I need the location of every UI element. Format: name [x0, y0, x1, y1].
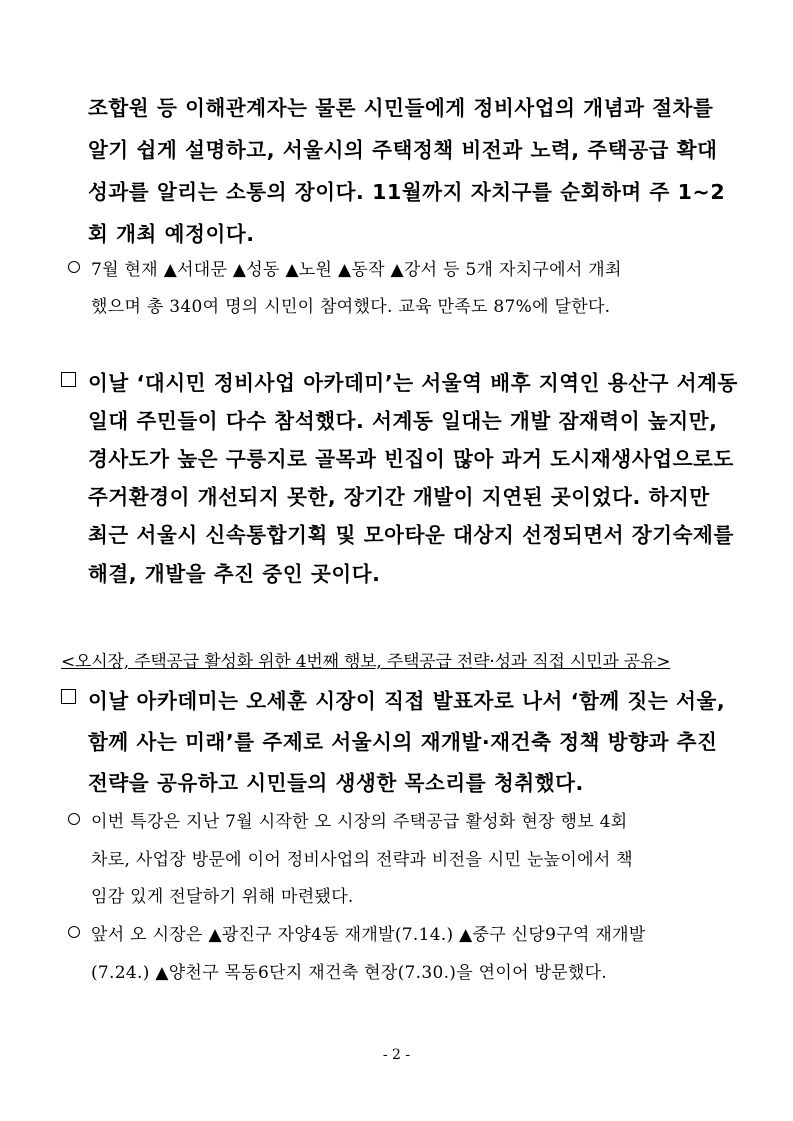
text-line: 앞서 오 시장은 ▲광진구 자양4동 재개발(7.14.) ▲중구 신당9구역 재개발	[91, 925, 646, 945]
text-line: 7월 현재 ▲서대문 ▲성동 ▲노원 ▲동작 ▲강서 등 5개 자치구에서 개최	[91, 260, 622, 280]
text-line: 주거환경이 개선되지 못한, 장기간 개발이 지연된 곳이었다. 하지만	[88, 485, 710, 509]
text-line: 조합원 등 이해관계자는 물론 시민들에게 정비사업의 개념과 절차를	[88, 96, 714, 120]
text-line: 일대 주민들이 다수 참석했다. 서계동 일대는 개발 잠재력이 높지만,	[88, 409, 718, 433]
checkbox-square-icon	[61, 372, 76, 387]
text-line: 해결, 개발을 추진 중인 곳이다.	[88, 562, 381, 586]
text-line: 이번 특강은 지난 7월 시작한 오 시장의 주택공급 활성화 현장 행보 4회	[91, 812, 628, 832]
text-line: 임감 있게 전달하기 위해 마련됐다.	[91, 887, 354, 907]
page-number: - 2 -	[382, 1047, 411, 1063]
text-line: 알기 쉽게 설명하고, 서울시의 주택정책 비전과 노력, 주택공급 확대	[88, 138, 718, 162]
text-line: 최근 서울시 신속통합기획 및 모아타운 대상지 선정되면서 장기숙제를	[88, 523, 734, 547]
text-line: 함께 사는 미래’를 주제로 서울시의 재개발·재건축 정책 방향과 추진	[88, 730, 718, 754]
text-line: 경사도가 높은 구릉지로 골목과 빈집이 많아 과거 도시재생사업으로도	[88, 447, 734, 471]
section-subheading: <오시장, 주택공급 활성화 위한 4번째 행보, 주택공급 전략·성과 직접 시민과 공유>	[61, 652, 671, 672]
text-line: 회 개최 예정이다.	[88, 222, 255, 246]
circle-bullet-icon	[68, 261, 80, 273]
text-line: 성과를 알리는 소통의 장이다. 11월까지 자치구를 순회하며 주 1~2	[88, 180, 726, 204]
text-line: (7.24.) ▲양천구 목동6단지 재건축 현장(7.30.)을 연이어 방문했다.	[91, 963, 608, 983]
checkbox-square-icon	[61, 689, 76, 704]
text-line: 했으며 총 340여 명의 시민이 참여했다. 교육 만족도 87%에 달한다.	[91, 297, 611, 317]
circle-bullet-icon	[68, 813, 80, 825]
text-line: 차로, 사업장 방문에 이어 정비사업의 전략과 비전을 시민 눈높이에서 책	[91, 850, 633, 870]
text-line: 전략을 공유하고 시민들의 생생한 목소리를 청취했다.	[88, 771, 584, 795]
circle-bullet-icon	[68, 926, 80, 938]
text-line: 이날 아카데미는 오세훈 시장이 직접 발표자로 나서 ‘함께 짓는 서울,	[88, 689, 726, 713]
text-line: 이날 ‘대시민 정비사업 아카데미’는 서울역 배후 지역인 용산구 서계동	[88, 371, 738, 395]
